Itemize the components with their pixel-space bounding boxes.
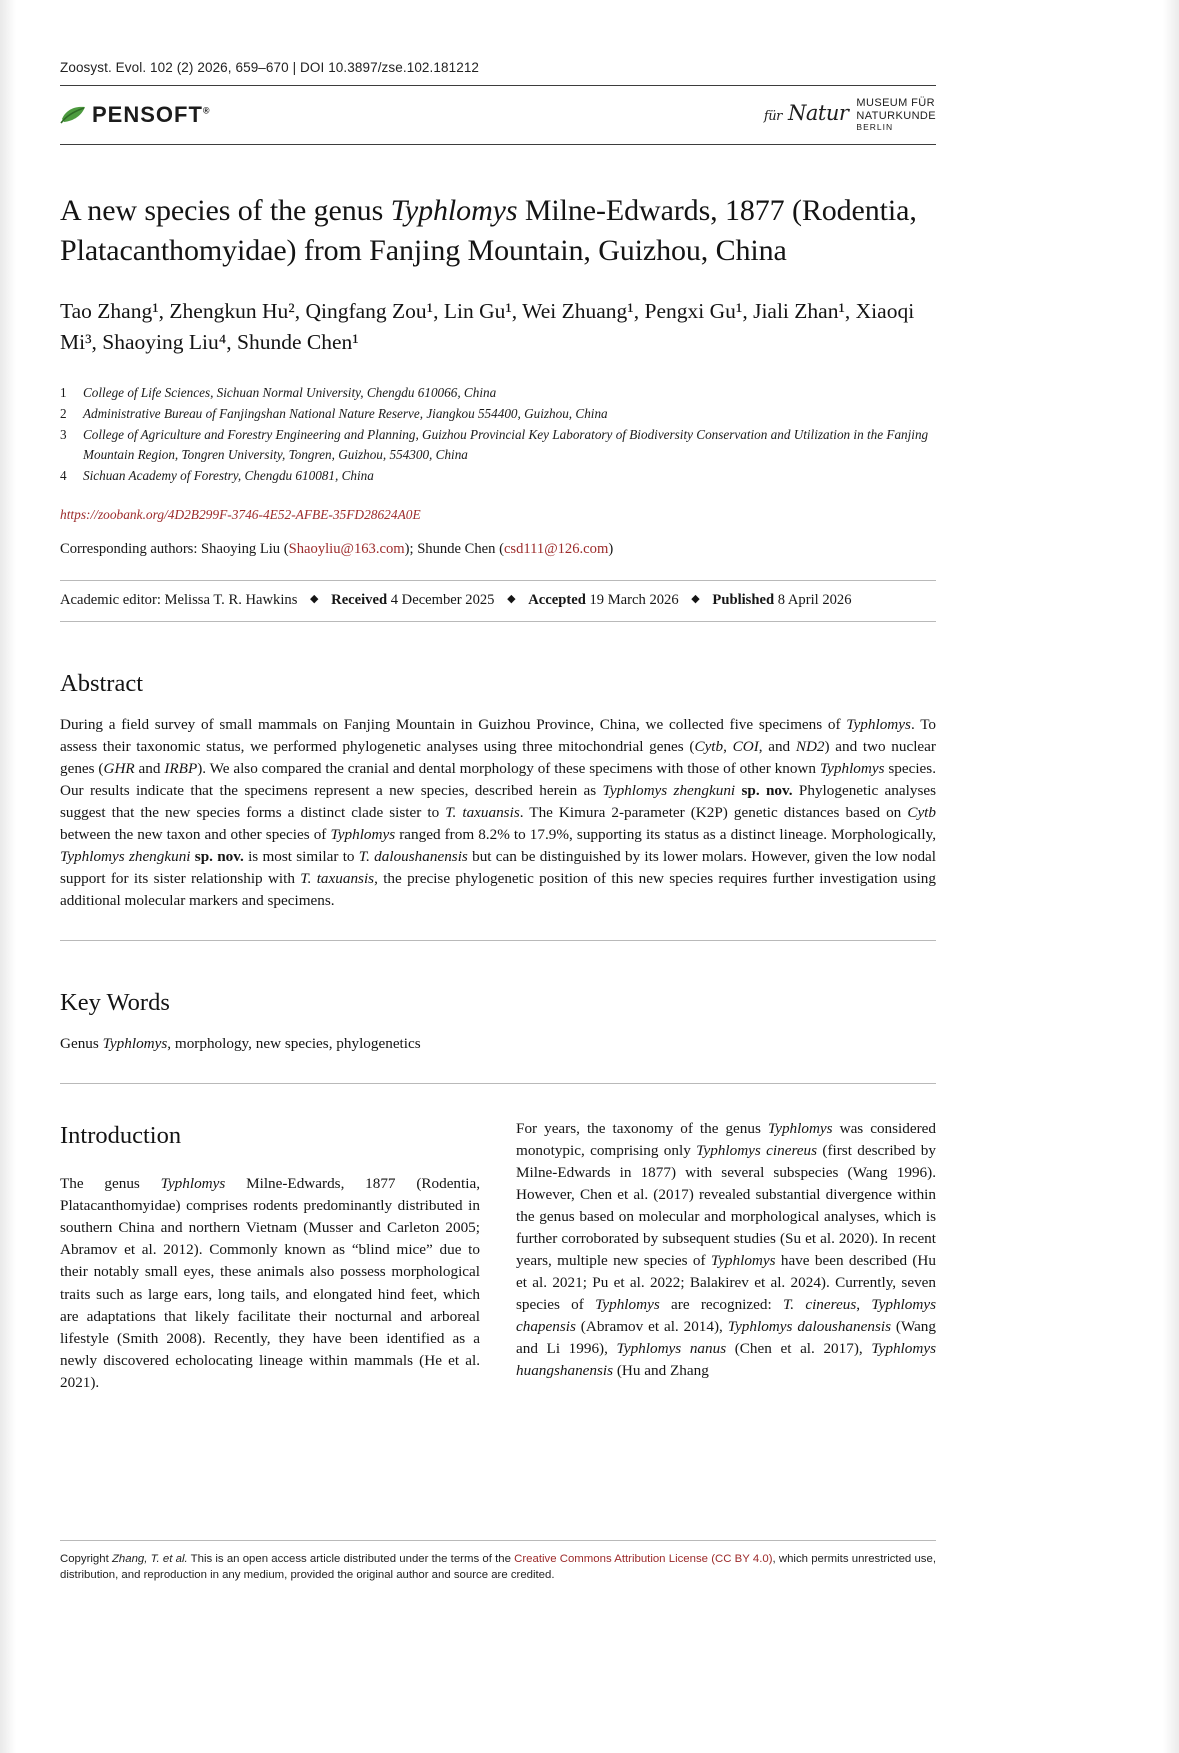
received-value: 4 December 2025 [390, 591, 495, 608]
pensoft-leaf-icon [60, 105, 86, 125]
keywords-suffix: , morphology, new species, phylogenetics [167, 1034, 421, 1052]
copyright-prefix: Copyright [60, 1553, 112, 1565]
corresponding-suffix: ) [608, 540, 614, 557]
page-edge-right [1163, 0, 1179, 1753]
affiliation-text: Sichuan Academy of Forestry, Chengdu 610081, China [83, 468, 374, 484]
affiliation-text: College of Agriculture and Forestry Engineering and Planning, Guizhou Provincial Key Laboratory of Biodiversity Conservation and Utilization in the Fanjing Mountain Region, Tongren University, Tongren, Guizhou, 554300, China [83, 427, 929, 463]
pensoft-logo[interactable] [60, 102, 211, 128]
abstract-rule [60, 940, 936, 941]
footer [60, 1540, 936, 1583]
museum-wordmark [856, 97, 936, 132]
keywords-prefix: Genus [60, 1034, 103, 1052]
title-segment-1: A new species of the genus [60, 194, 391, 227]
introduction-heading: Introduction [60, 1121, 182, 1149]
license-link[interactable]: Creative Commons Attribution License (CC BY 4.0) [514, 1553, 773, 1565]
copyright-mid: This is an open access article distributed under the terms of the [187, 1553, 515, 1565]
journal-citation-line: Zoosyst. Evol. 102 (2) 2026, 659–670 | DOI 10.3897/zse.102.181212 [60, 60, 480, 75]
museum-script-word: Natur [788, 100, 849, 125]
affiliation-list [60, 383, 936, 486]
abstract-text: During a field survey of small mammals on Fanjing Mountain in Guizhou Province, China, we collected five specimens of Typhlomys. To assess their taxonomic status, we performed phylogenetic analyses using three mitochondrial genes (Cytb, COI, and ND2) and two nuclear genes (GHR and IRBP). We also compared the cranial and dental morphology of these specimens with those of other known Typhlomys species. Our results indicate that the specimens represent a new species, described herein as Typhlomys zhengkuni sp. nov. Phylogenetic analyses suggest that the new species forms a distinct clade sister to T. taxuansis. The Kimura 2-parameter (K2P) genetic distances based on Cytb between the new taxon and other species of Typhlomys ranged from 8.2% to 17.9%, supporting its status as a distinct lineage. Morphologically, Typhlomys zhengkuni sp. nov. is most similar to T. daloushanensis but can be distinguished by its lower molars. However, given the low nodal support for its sister relationship with T. taxuansis, the precise phylogenetic position of this new species requires further investigation using additional molecular markers and specimens. [60, 715, 937, 909]
introduction-paragraph-right: For years, the taxonomy of the genus Typhlomys was considered monotypic, comprising only Typhlomys cinereus (first described by Milne-Edwards in 1877) with several subspecies (Wang 1996). However, Chen et al. (2017) revealed substantial divergence within the genus based on molecular and morphological analyses, which is further corroborated by subsequent studies (Su et al. 2020). In recent years, multiple new species of Typhlomys have been described (Hu et al. 2021; Pu et al. 2022; Balakirev et al. 2024). Currently, seven species of Typhlomys are recognized: T. cinereus, Typhlomys chapensis (Abramov et al. 2014), Typhlomys daloushanensis (Wang and Li 1996), Typhlomys nanus (Chen et al. 2017), Typhlomys huangshanensis (Hu and Zhang [516, 1119, 937, 1380]
footer-rule [60, 1540, 936, 1541]
keywords-heading: Key Words [60, 988, 170, 1016]
page-edge-left [0, 0, 16, 1753]
accepted-label: Accepted [528, 591, 586, 608]
museum-line-2: NATURKUNDE [856, 110, 936, 123]
pensoft-trademark: ® [202, 105, 211, 116]
introduction-column-right [516, 1118, 936, 1394]
keywords-rule [60, 1083, 936, 1084]
affiliation-item [60, 466, 936, 486]
affiliation-text: College of Life Sciences, Sichuan Normal University, Chengdu 610066, China [83, 385, 497, 401]
diamond-separator-icon: ◆ [507, 592, 516, 605]
affiliation-number: 3 [60, 427, 67, 443]
museum-script-prefix: für [763, 108, 782, 124]
editorial-dates-bar [60, 580, 936, 622]
title-segment-2: Milne-Edwards, 1877 (Rodentia, Platacanthomyidae) from Fanjing Mountain, Guizhou, China [60, 194, 917, 267]
title-genus-italic: Typhlomys [390, 194, 518, 227]
affiliation-item [60, 383, 936, 403]
published-label: Published [712, 591, 775, 608]
published-value: 8 April 2026 [777, 591, 852, 608]
received-label: Received [331, 591, 388, 608]
corresponding-email-1[interactable]: Shaoyliu@163.com [288, 540, 405, 557]
corresponding-prefix: Corresponding authors: Shaoying Liu ( [60, 540, 289, 557]
corresponding-email-2[interactable]: csd111@126.com [503, 540, 609, 557]
copyright-notice [60, 1551, 936, 1583]
diamond-separator-icon: ◆ [691, 592, 700, 605]
affiliation-number: 1 [60, 385, 67, 401]
keywords-genus-italic: Typhlomys [102, 1034, 168, 1052]
accepted-value: 19 March 2026 [589, 591, 679, 608]
page-title [60, 191, 936, 270]
museum-script-mark [764, 101, 849, 125]
corresponding-authors [60, 541, 936, 558]
keywords-text [60, 1033, 936, 1055]
museum-line-3: BERLIN [856, 121, 894, 132]
academic-editor: Academic editor: Melissa T. R. Hawkins [60, 591, 298, 608]
affiliation-number: 2 [60, 406, 67, 422]
affiliation-item [60, 425, 936, 465]
museum-line-1: MUSEUM FÜR [856, 97, 935, 110]
header-rule-bottom [60, 144, 936, 145]
copyright-suffix: , which permits unrestricted use, distribution, and reproduction in any medium, provided the original author and source are credited. [60, 1553, 936, 1582]
abstract-heading: Abstract [60, 669, 143, 697]
author-list: Tao Zhang¹, Zhengkun Hu², Qingfang Zou¹, Lin Gu¹, Wei Zhuang¹, Pengxi Gu¹, Jiali Zhan¹, Xiaoqi Mi³, Shaoying Liu⁴, Shunde Chen¹ [60, 299, 915, 354]
introduction-section [60, 1118, 936, 1394]
introduction-column-left [60, 1118, 480, 1394]
corresponding-mid: ); Shunde Chen ( [404, 540, 504, 557]
affiliation-item [60, 404, 936, 424]
zoobank-link[interactable]: https://zoobank.org/4D2B299F-3746-4E52-AFBE-35FD28624A0E [60, 506, 421, 522]
introduction-paragraph-left: The genus Typhlomys Milne-Edwards, 1877 (Rodentia, Platacanthomyidae) comprises rodents predominantly distributed in southern China and northern Vietnam (Musser and Carleton 2005; Abramov et al. 2012). Commonly known as “blind mice” due to their notably small eyes, these animals also possess morphological traits such as large ears, long tails, and elongated hind feet, which are adaptations that likely facilitate their nocturnal and arboreal lifestyle (Smith 2008). Recently, they have been identified as a newly discovered echolocating lineage within mammals (He et al. 2021). [60, 1175, 481, 1391]
diamond-separator-icon: ◆ [310, 592, 319, 605]
copyright-authors: Zhang, T. et al. [111, 1553, 188, 1565]
pensoft-name: PENSOFT [92, 102, 203, 127]
affiliation-number: 4 [60, 468, 67, 484]
page-content [60, 60, 936, 1394]
affiliation-text: Administrative Bureau of Fanjingshan National Nature Reserve, Jiangkou 554400, Guizhou, China [83, 406, 608, 422]
museum-fuer-naturkunde-logo[interactable] [764, 97, 936, 132]
pensoft-wordmark [92, 102, 211, 128]
brand-bar [60, 86, 936, 144]
